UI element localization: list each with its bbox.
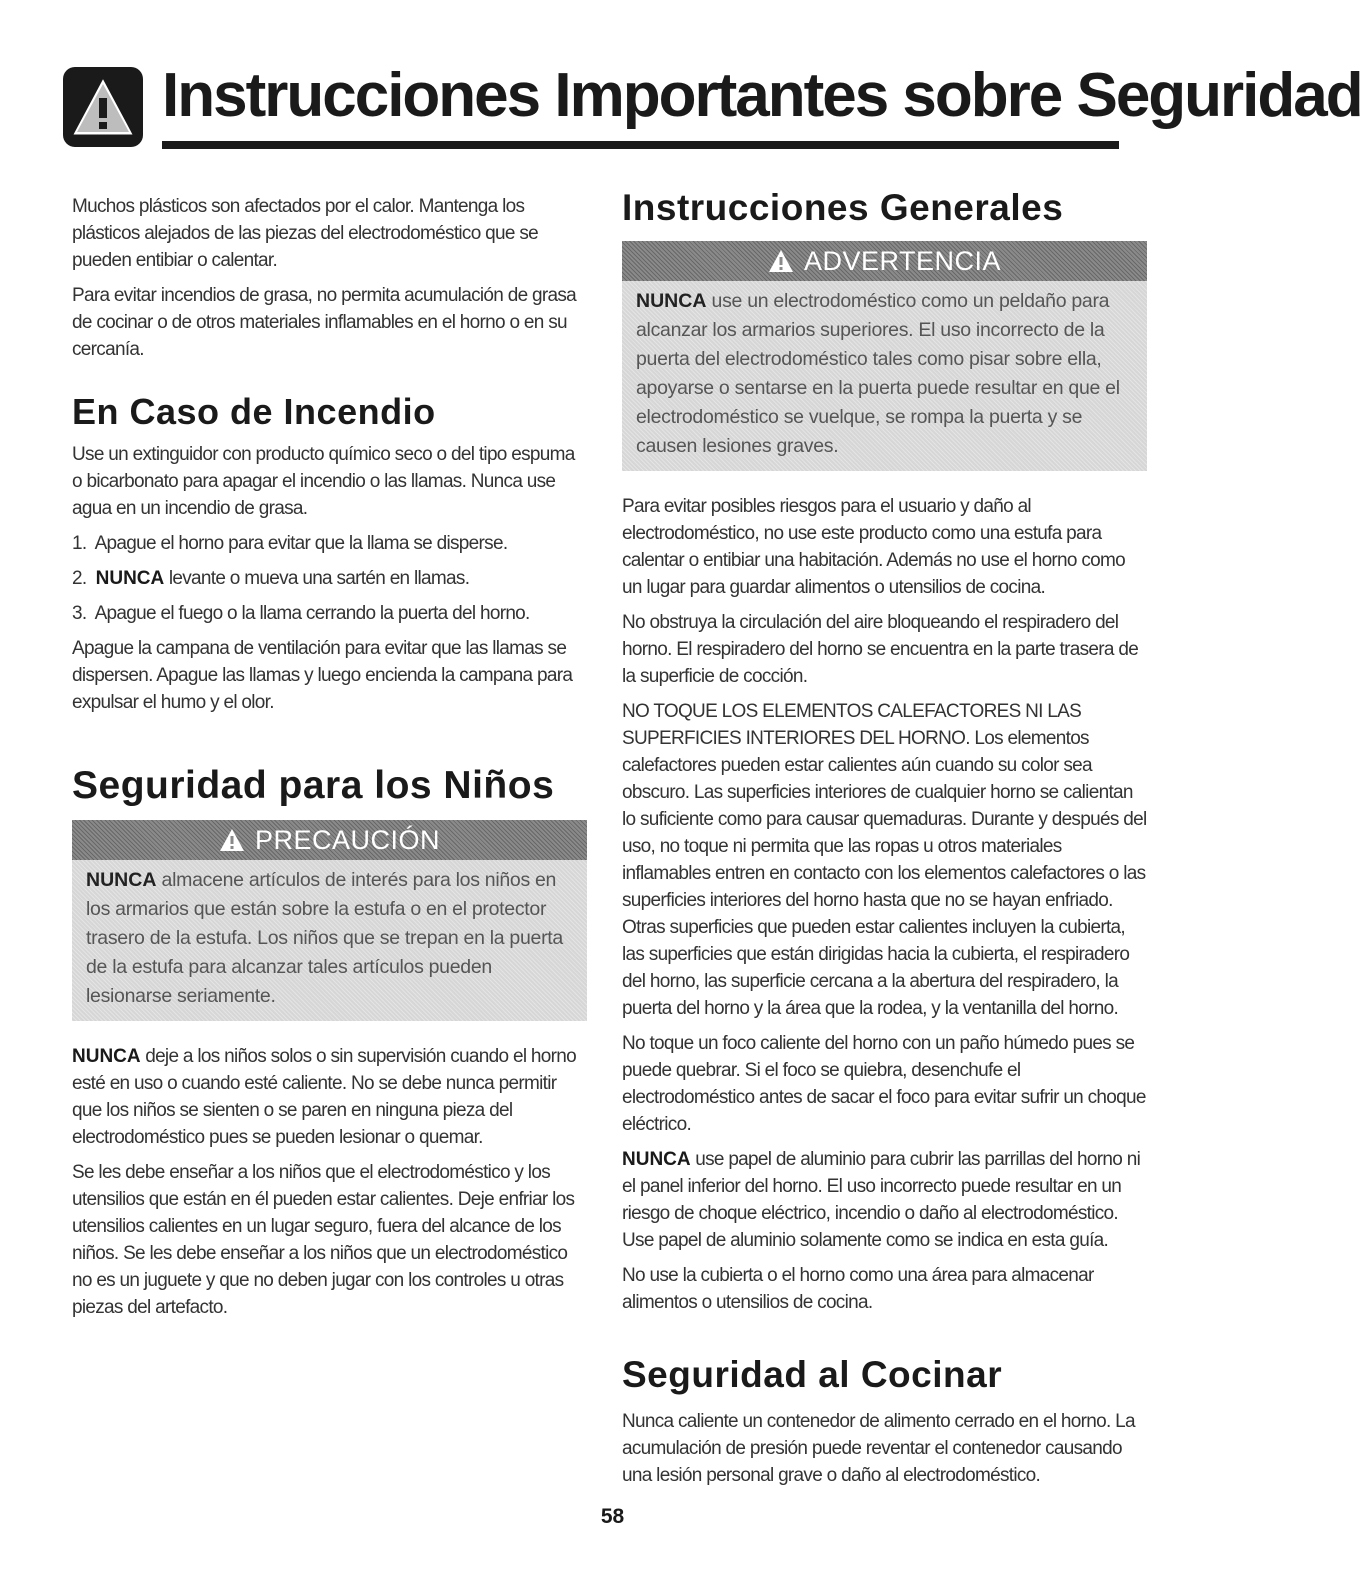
intro-paragraph-1: Muchos plásticos son afectados por el calor. Mantenga los plásticos alejados de las piezas del electrodoméstico que se pueden entibiar o calentar. — [72, 196, 539, 271]
warning-callout — [622, 241, 1147, 471]
heading-kids: Seguridad para los Niños — [72, 764, 555, 807]
heading-general: Instrucciones Generales — [622, 187, 1064, 228]
fire-steps-list — [72, 530, 587, 627]
warning-emphasis: NUNCA — [636, 290, 707, 312]
warning-body: use un electrodoméstico como un peldaño para alcanzar los armarios superiores. El uso incorrecto de la puerta del electrodoméstico tales como pisar sobre ella, apoyarse o sentarse en la puerta puede resultar en que el electrodoméstico se vuelque, se rompa la puerta y se causen lesiones graves. — [636, 290, 1120, 457]
page-title: Instrucciones Importantes sobre Seguridad — [162, 61, 1362, 130]
left-column — [72, 193, 587, 1329]
right-column — [622, 187, 1147, 1497]
kids-paragraph-1-text: deje a los niños solos o sin supervisión cuando el horno esté en uso o cuando esté caliente. No se debe nunca permitir que los niños se sienten o se paren en ninguna pieza del electrodoméstico pues se pueden lesionar o quemar. — [72, 1046, 577, 1148]
page-number: 58 — [600, 1505, 625, 1528]
warning-icon — [768, 249, 794, 273]
caution-label: PRECAUCIÓN — [254, 824, 441, 855]
step-text: levante o mueva una sartén en llamas. — [168, 568, 470, 589]
cooking-paragraph: Nunca caliente un contenedor de alimento cerrado en el horno. La acumulación de presión puede reventar el contenedor causando una lesión personal grave o daño al electrodoméstico. — [622, 1411, 1135, 1486]
title-underline — [162, 141, 1119, 149]
step-text: Apague el horno para evitar que la llama se disperse. — [94, 533, 508, 554]
kids-paragraph-2: Se les debe enseñar a los niños que el electrodoméstico y los utensilios que están en él pueden estar calientes. Deje enfriar los utensilios calientes en un lugar seguro, fuera del alcance de los niños. Se les debe enseñar a los niños que un electrodoméstico no es un juguete y que no deben jugar con los controles u otras piezas del artefacto. — [72, 1162, 575, 1318]
list-item — [72, 530, 587, 557]
warning-bar — [622, 241, 1147, 281]
general-paragraph-3: NO TOQUE LOS ELEMENTOS CALEFACTORES NI LAS SUPERFICIES INTERIORES DEL HORNO. Los elementos calefactores pueden estar calientes aún cuando su color sea obscuro. Las superficies interiores de cualquier horno se calientan lo suficiente como para causar quemaduras. Durante y después del uso, no toque ni permita que las ropas u otros materiales inflamables entren en contacto con los elementos calefactores o las superficies interiores del horno hasta que no se hayan enfriado. Otras superficies que pueden estar calientes incluyen la cubierta, las superficies que están dirigidas hacia la cubierta, el respiradero del horno, las superficie cercana a la abertura del respiradero, la puerta del horno y la área que la rodea, y la ventanilla del horno. — [622, 701, 1147, 1019]
step-number: 2. — [72, 568, 87, 589]
kids-emphasis: NUNCA — [72, 1046, 141, 1067]
fire-paragraph: Use un extinguidor con producto químico seco o del tipo espuma o bicarbonato para apagar el incendio o las llamas. Nunca use agua en un incendio de grasa. — [72, 444, 575, 519]
caution-body: almacene artículos de interés para los niños en los armarios que están sobre la estufa o en el protector trasero de la estufa. Los niños que se trepan en la puerta de la estufa para alcanzar tales artículos pueden lesionarse seriamente. — [86, 869, 563, 1007]
step-emphasis: NUNCA — [95, 568, 165, 589]
intro-paragraph-2: Para evitar incendios de grasa, no permita acumulación de grasa de cocinar o de otros materiales inflamables en el horno o en su cercanía. — [72, 285, 577, 360]
warning-icon — [62, 66, 144, 148]
caution-emphasis: NUNCA — [86, 869, 157, 891]
general-paragraph-6: No use la cubierta o el horno como una área para almacenar alimentos o utensilios de cocina. — [622, 1265, 1094, 1313]
general-emphasis: NUNCA — [622, 1149, 691, 1170]
page-header — [62, 58, 1362, 148]
warning-icon — [219, 828, 245, 852]
general-paragraph-5-text: use papel de aluminio para cubrir las parrillas del horno ni el panel inferior del horno. El uso incorrecto puede resultar en un riesgo de choque eléctrico, incendio o daño al electrodoméstico. Use papel de aluminio solamente como se indica en esta guía. — [622, 1149, 1141, 1251]
general-paragraph-2: No obstruya la circulación del aire bloqueando el respiradero del horno. El respiradero del horno se encuentra en la parte trasera de la superficie de cocción. — [622, 612, 1139, 687]
general-paragraph-4: No toque un foco caliente del horno con un paño húmedo pues se puede quebrar. Si el foco se quiebra, desenchufe el electrodoméstico antes de sacar el foco para evitar sufrir un choque eléctrico. — [622, 1033, 1146, 1135]
list-item — [72, 600, 587, 627]
kids-paragraph-1 — [72, 1043, 587, 1151]
caution-bar — [72, 820, 587, 860]
warning-text — [622, 281, 1147, 471]
heading-fire: En Caso de Incendio — [72, 391, 436, 432]
step-text: Apague el fuego o la llama cerrando la puerta del horno. — [94, 603, 530, 624]
caution-callout — [72, 820, 587, 1021]
warning-label: ADVERTENCIA — [803, 245, 1002, 276]
general-paragraph-5 — [622, 1146, 1147, 1254]
step-number: 3. — [72, 603, 87, 624]
caution-text — [72, 860, 587, 1021]
list-item — [72, 565, 587, 592]
fire-closing-paragraph: Apague la campana de ventilación para evitar que las llamas se dispersen. Apague las llamas y luego encienda la campana para expulsar el humo y el olor. — [72, 638, 573, 713]
step-number: 1. — [72, 533, 87, 554]
heading-cooking: Seguridad al Cocinar — [622, 1354, 1003, 1395]
general-paragraph-1: Para evitar posibles riesgos para el usuario y daño al electrodoméstico, no use este producto como una estufa para calentar o entibiar una habitación. Además no use el horno como un lugar para guardar alimentos o utensilios de cocina. — [622, 496, 1126, 598]
